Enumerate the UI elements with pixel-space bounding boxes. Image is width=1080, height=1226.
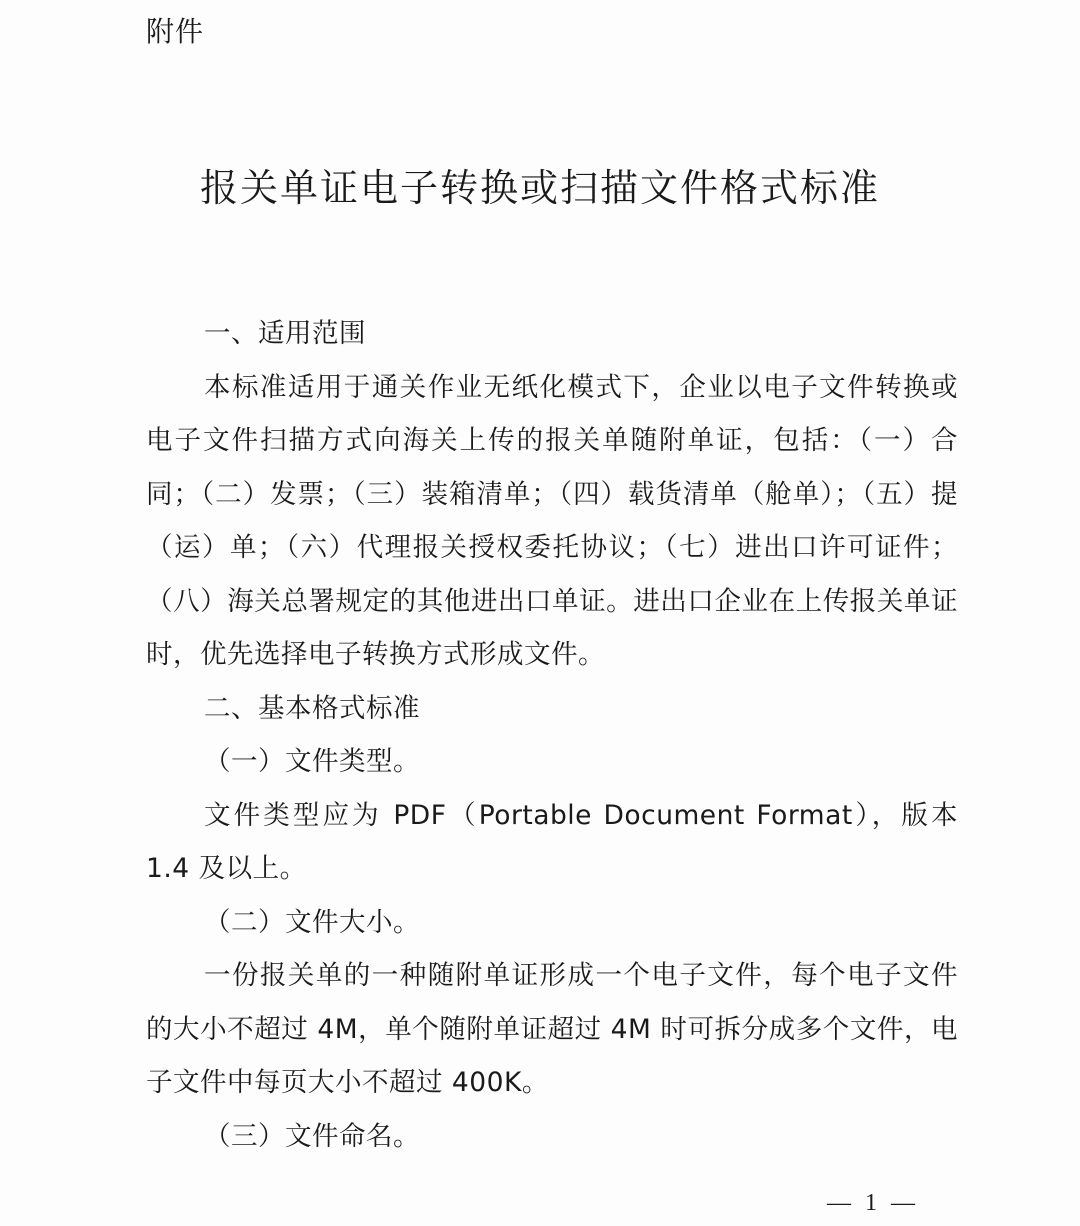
document-body bbox=[146, 307, 958, 1163]
paragraph-file-size: 一份报关单的一种随附单证形成一个电子文件，每个电子文件的大小不超过 4M，单个随附单证超过 4M 时可拆分成多个文件，电子文件中每页大小不超过 400K。 bbox=[146, 960, 958, 1098]
section-heading-basic-format: 二、基本格式标准 bbox=[204, 692, 420, 724]
page-number: — 1 — bbox=[827, 1190, 919, 1216]
subsection-heading-file-type: （一）文件类型。 bbox=[204, 746, 420, 777]
paragraph-file-type: 文件类型应为 PDF（Portable Document Format），版本 1.4 及以上。 bbox=[146, 799, 958, 884]
attachment-label: 附件 bbox=[146, 15, 205, 48]
paragraph-scope: 本标准适用于通关作业无纸化模式下，企业以电子文件转换或电子文件扫描方式向海关上传的报关单随附单证，包括：（一）合同；（二）发票；（三）装箱清单；（四）载货清单（舱单）；（五）提（运）单；（六）代理报关授权委托协议；（七）进出口许可证件；（八）海关总署规定的其他进出口单证。进出口企业在上传报关单证时，优先选择电子转换方式形成文件。 bbox=[146, 371, 958, 670]
document-title: 报关单证电子转换或扫描文件格式标准 bbox=[199, 166, 880, 210]
subsection-heading-file-size: （二）文件大小。 bbox=[204, 906, 420, 938]
subsection-heading-file-naming: （三）文件命名。 bbox=[204, 1120, 420, 1152]
section-heading-scope: 一、适用范围 bbox=[204, 318, 366, 349]
